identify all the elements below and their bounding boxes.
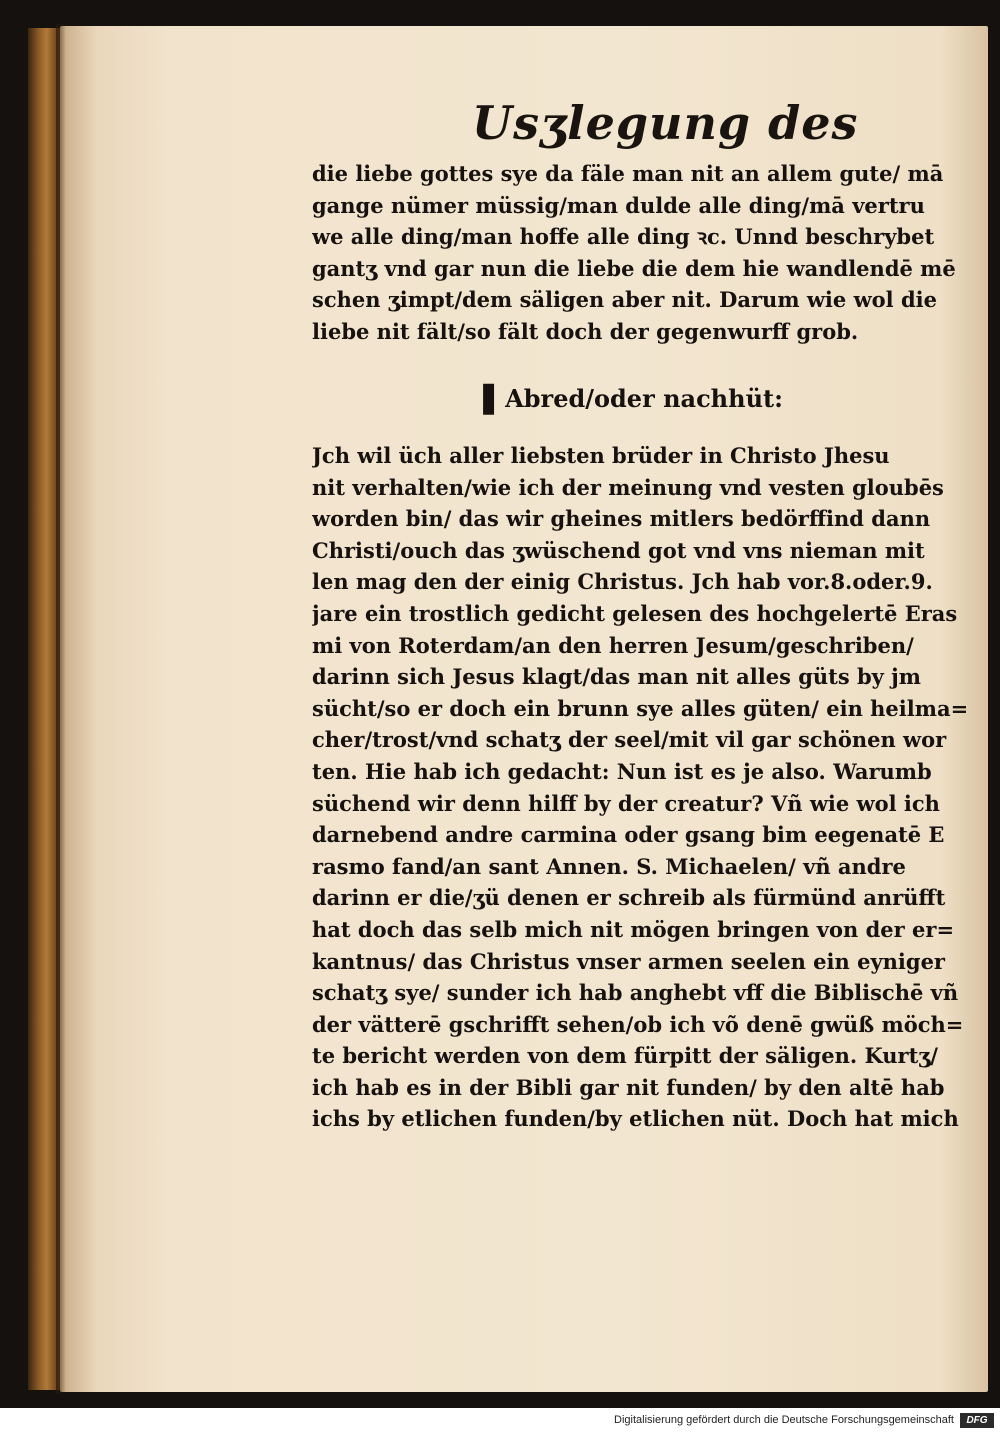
funding-credit: Digitalisierung gefördert durch die Deutsche Forschungsgemeinschaft [614,1414,954,1426]
text-line: jare ein trostlich gedicht gelesen des hochgelertē Eras [312,600,958,626]
text-line: hat doch das selb mich nit mögen bringen von der er= [312,916,955,942]
text-line: die liebe gottes sye da fäle man nit an allem gute/ mā [312,161,944,186]
text-line: gange nümer müssig/man dulde alle ding/mā vertru [312,192,925,218]
text-line: süchend wir denn hilff by der creatur? Vñ wie wol ich [312,790,940,816]
text-line: gantʒ vnd gar nun die liebe die dem hie wandlendē mē [312,255,956,281]
section-subheading [476,380,783,415]
text-line: darinn sich Jesus klagt/das man nit alles güts by jm [312,664,921,690]
text-line: rasmo fand/an sant Annen. S. Michaelen/ vñ andre [312,853,906,879]
text-line: ichs by etlichen funden/by etlichen nüt. Doch hat mich [312,1106,959,1132]
pilcrow-icon: ❚ [476,380,502,415]
text-line: cher/trost/vnd schatʒ der seel/mit vil gar schönen wor [312,727,947,753]
text-line: Jch wil üch aller liebsten brüder in Christo Jhesu [312,443,890,468]
text-line: mi von Roterdam/an den herren Jesum/geschriben/ [312,632,914,658]
paragraph-main [312,440,972,1135]
text-line: te bericht werden von dem fürpitt der säligen. Kurtʒ/ [312,1043,938,1069]
gutter-shadow [56,24,66,1394]
text-line: der vätterē gschrifft sehen/ob ich võ denē gwüß möch= [312,1011,964,1037]
text-line: darinn er die/ʒü denen er schreib als fürmünd anrüfft [312,885,946,911]
text-line: darnebend andre carmina oder gsang bim eegenatē E [312,822,945,848]
footer-bar [0,1408,1000,1434]
text-line: schen ʒimpt/dem säligen aber nit. Darum wie wol die [312,287,937,312]
text-line: nit verhalten/wie ich der meinung vnd vesten gloubēs [312,474,944,500]
text-line: sücht/so er doch ein brunn sye alles güten/ ein heilma= [312,695,969,721]
text-line: Christi/ouch das ʒwüschend got vnd vns nieman mit [312,537,925,563]
text-line: schatʒ sye/ sunder ich hab anghebt vff die Biblischē vñ [312,980,959,1006]
dfg-logo: DFG [960,1413,994,1428]
text-line: liebe nit fält/so fält doch der gegenwurff grob. [312,318,859,344]
text-line: len mag den der einig Christus. Jch hab vor.8.oder.9. [312,569,933,595]
paragraph-top [312,158,972,347]
text-line: kantnus/ das Christus vnser armen seelen ein eyniger [312,948,945,974]
text-line: worden bin/ das wir gheines mitlers bedörffind dann [312,506,931,532]
text-line: ten. Hie hab ich gedacht: Nun ist es je also. Warumb [312,758,932,784]
text-line: ich hab es in der Bibli gar nit funden/ by den altē hab [312,1074,945,1100]
page-heading: Usʒlegung des [472,96,859,150]
text-line: we alle ding/man hoffe alle ding ꝛc. Unnd beschrybet [312,224,935,249]
subheading-text: Abred/oder nachhüt: [505,384,783,413]
